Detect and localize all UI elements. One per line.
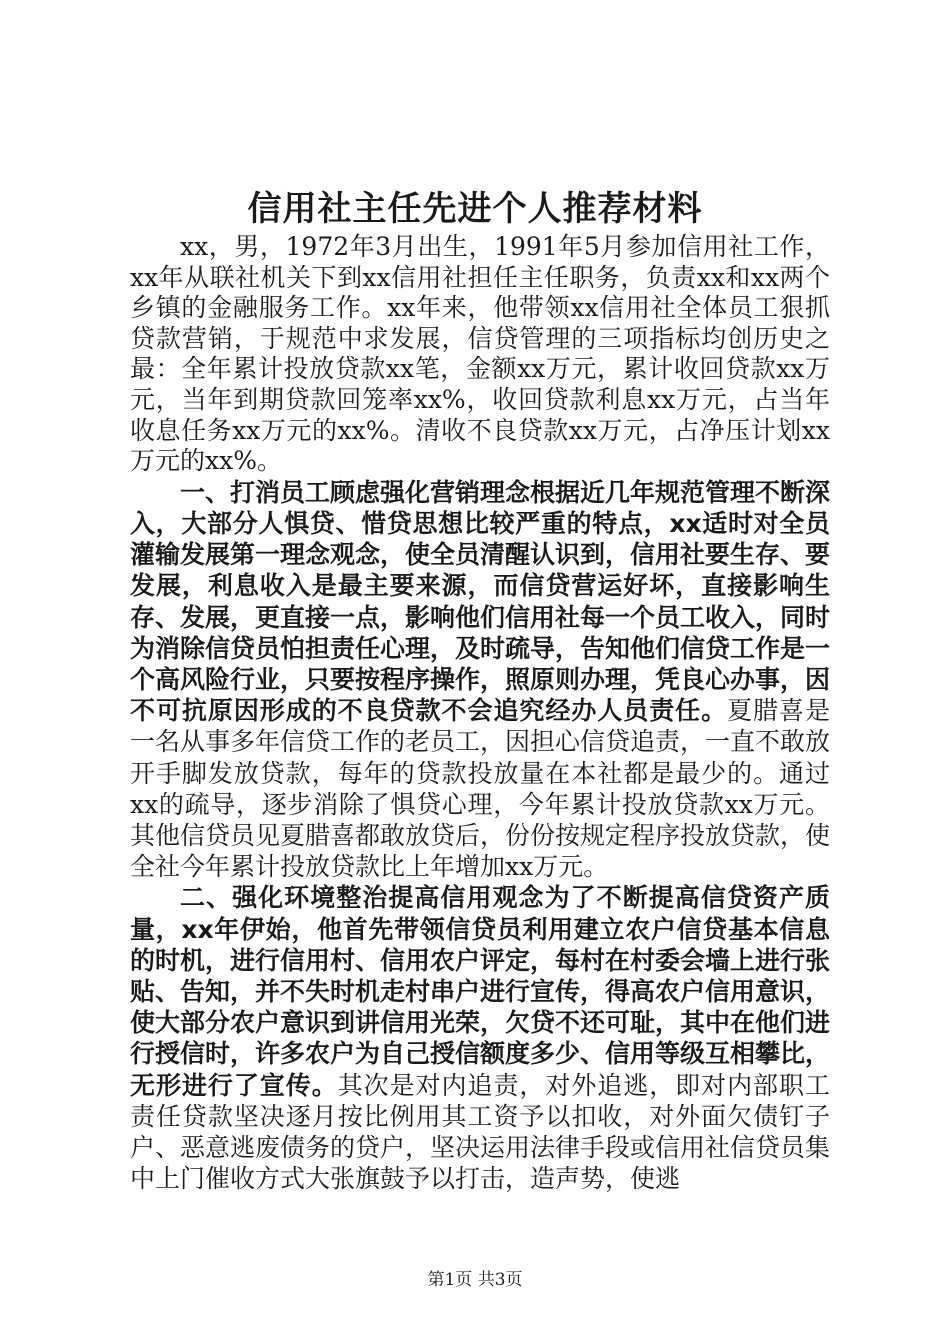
page-footer: 第1页 共3页 xyxy=(427,1270,523,1290)
section-1-text: 夏腊喜是一名从事多年信贷工作的老员工，因担心信贷追责，一直不敢放开手脚发放贷款，每年的贷款投放量在本社都是最少的。通过xx的疏导，逐步消除了惧贷心理，今年累计投放贷款xx万元。其他信贷员见夏腊喜都敢放贷后，份份按规定程序投放贷款，使全社今年累计投放贷款比上年增加xx万元。 xyxy=(130,696,831,882)
section-1-heading: 一、打消员工顾虑强化营销理念根据近几年规范管理不断深入，大部分人惧贷、惜贷思想比较严重的特点，xx适时对全员灌输发展第一理念观念，使全员清醒认识到，信用社要生存、要发展，利息收入是最主要来源，而信贷营运好坏，直接影响生存、发展，更直接一点，影响他们信用社每一个员工收入，同时为消除信贷员怕担责任心理，及时疏导，告知他们信贷工作是一个高风险行业，只要按程序操作，照原则办理，凭良心办事，因不可抗原因形成的不良贷款不会追究经办人员责任。 xyxy=(130,477,831,726)
paragraph-section-2 xyxy=(130,882,830,1194)
paragraph-section-1 xyxy=(130,477,830,883)
document-body xyxy=(130,232,830,1194)
section-2-text: 其次是对内追责，对外追逃，即对内部职工责任贷款坚决逐月按比例用其工资予以扣收，对外面欠债钉子户、恶意逃废债务的贷户，坚决运用法律手段或信用社信贷员集中上门催收方式大张旗鼓予以打击，造声势，使逃 xyxy=(130,1070,831,1194)
document-title: 信用社主任先进个人推荐材料 xyxy=(247,189,703,229)
section-2-heading: 二、强化环境整治提高信用观念为了不断提高信贷资产质量，xx年伊始，他首先带领信贷员利用建立农户信贷基本信息的时机，进行信用村、信用农户评定，每村在村委会墙上进行张贴、告知，并不失时机走村串户进行宣传，得高农户信用意识，使大部分农户意识到讲信用光荣，欠贷不还可耻，其中在他们进行授信时，许多农户为自己授信额度多少、信用等级互相攀比，无形进行了宣传。 xyxy=(130,883,831,1100)
paragraph-intro-text: xx，男，1972年3月出生，1991年5月参加信用社工作，xx年从联社机关下到xx信用社担任主任职务，负责xx和xx两个乡镇的金融服务工作。xx年来，他带领xx信用社全体员工狠抓贷款营销，于规范中求发展，信贷管理的三项指标均创历史之最：全年累计投放贷款xx笔，金额xx万元，累计收回贷款xx万元，当年到期贷款回笼率xx%，收回贷款利息xx万元，占当年收息任务xx万元的xx%。清收不良贷款xx万元，占净压计划xx万元的xx%。 xyxy=(130,232,830,476)
paragraph-intro xyxy=(130,232,830,477)
